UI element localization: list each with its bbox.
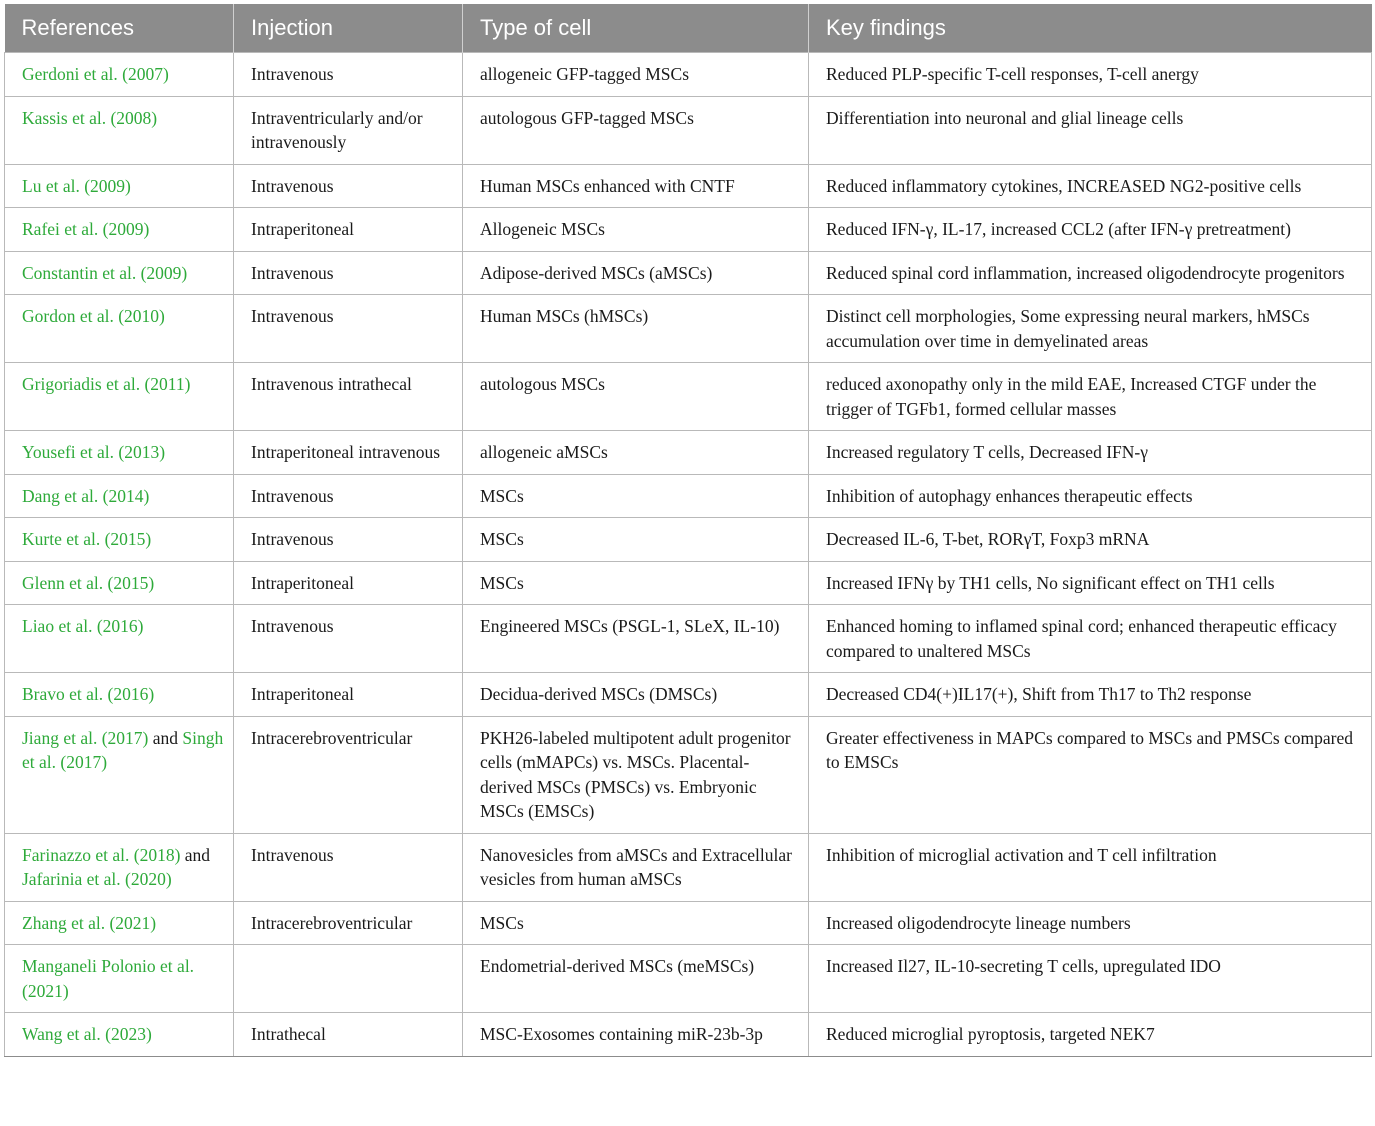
cell-reference [5, 208, 234, 252]
header-row [5, 4, 1372, 53]
cell-injection: Intravenous [234, 251, 463, 295]
cell-reference [5, 295, 234, 363]
cell-type-of-cell: Nanovesicles from aMSCs and Extracellular vesicles from human aMSCs [463, 833, 809, 901]
table-container [4, 4, 1371, 1057]
cell-injection: Intravenous intrathecal [234, 363, 463, 431]
cell-type-of-cell: Human MSCs (hMSCs) [463, 295, 809, 363]
reference-link[interactable]: Liao et al. (2016) [22, 616, 144, 636]
cell-reference [5, 96, 234, 164]
table-header [5, 4, 1372, 53]
reference-link[interactable]: Singh et al. (2017) [22, 727, 224, 772]
cell-type-of-cell: Allogeneic MSCs [463, 208, 809, 252]
cell-type-of-cell: MSCs [463, 474, 809, 518]
cell-reference [5, 518, 234, 562]
cell-injection: Intracerebroventricular [234, 716, 463, 833]
header-references: References [5, 4, 234, 53]
cell-injection: Intraperitoneal intravenous [234, 431, 463, 475]
cell-type-of-cell: MSCs [463, 561, 809, 605]
cell-reference [5, 605, 234, 673]
cell-key-findings: Decreased IL-6, T-bet, RORγT, Foxp3 mRNA [809, 518, 1372, 562]
header-type-of-cell: Type of cell [463, 4, 809, 53]
reference-connector: and [148, 727, 183, 748]
cell-injection: Intravenous [234, 53, 463, 97]
cell-injection: Intravenous [234, 605, 463, 673]
table-row [5, 164, 1372, 208]
cell-reference [5, 363, 234, 431]
cell-injection: Intracerebroventricular [234, 901, 463, 945]
cell-type-of-cell: PKH26-labeled multipotent adult progenitor cells (mMAPCs) vs. MSCs. Placental-derived MSCs (PMSCs) vs. Embryonic MSCs (EMSCs) [463, 716, 809, 833]
table-row [5, 716, 1372, 833]
table-row [5, 1013, 1372, 1057]
cell-injection: Intravenous [234, 295, 463, 363]
cell-key-findings: Reduced spinal cord inflammation, increased oligodendrocyte progenitors [809, 251, 1372, 295]
cell-reference [5, 164, 234, 208]
cell-key-findings: Greater effectiveness in MAPCs compared to MSCs and PMSCs compared to EMSCs [809, 716, 1372, 833]
cell-reference [5, 251, 234, 295]
reference-link[interactable]: Zhang et al. (2021) [22, 912, 157, 933]
cell-type-of-cell: MSCs [463, 518, 809, 562]
reference-link[interactable]: 2007 [127, 64, 163, 84]
table-row [5, 295, 1372, 363]
cell-key-findings: reduced axonopathy only in the mild EAE, Increased CTGF under the trigger of TGFb1, formed cellular masses [809, 363, 1372, 431]
reference-connector: and [180, 844, 211, 865]
table-row [5, 474, 1372, 518]
cell-injection: Intraperitoneal [234, 208, 463, 252]
cell-reference [5, 673, 234, 717]
cell-key-findings: Inhibition of microglial activation and T cell infiltration [809, 833, 1372, 901]
table-row [5, 431, 1372, 475]
reference-link[interactable]: Jafarinia et al. (2020) [22, 869, 172, 889]
cell-key-findings: Increased oligodendrocyte lineage numbers [809, 901, 1372, 945]
cell-reference [5, 1013, 234, 1057]
cell-key-findings: Increased regulatory T cells, Decreased IFN-γ [809, 431, 1372, 475]
header-key-findings: Key findings [809, 4, 1372, 53]
reference-link[interactable]: Glenn et al. (2015) [22, 572, 155, 593]
table-row [5, 53, 1372, 97]
cell-type-of-cell: autologous MSCs [463, 363, 809, 431]
reference-link[interactable]: Gordon et al. (2010) [22, 306, 165, 326]
reference-link[interactable]: Yousefi et al. (2013) [22, 442, 166, 462]
cell-injection: Intrathecal [234, 1013, 463, 1057]
cell-key-findings: Reduced IFN-γ, IL-17, increased CCL2 (after IFN-γ pretreatment) [809, 208, 1372, 252]
cell-reference [5, 53, 234, 97]
table-row [5, 945, 1372, 1013]
reference-link[interactable]: Wang et al. (2023) [22, 1024, 152, 1044]
table-row [5, 96, 1372, 164]
reference-link[interactable]: Farinazzo et al. (2018) [22, 844, 181, 865]
cell-type-of-cell: allogeneic GFP-tagged MSCs [463, 53, 809, 97]
table-body [5, 53, 1372, 1057]
cell-reference [5, 945, 234, 1013]
table-row [5, 673, 1372, 717]
cell-key-findings: Inhibition of autophagy enhances therapeutic effects [809, 474, 1372, 518]
table-row [5, 561, 1372, 605]
reference-link[interactable]: Constantin et al. (2009) [22, 262, 188, 283]
mscs-eae-table [4, 4, 1372, 1057]
reference-link[interactable]: Kassis et al. (2008) [22, 107, 158, 128]
cell-key-findings: Decreased CD4(+)IL17(+), Shift from Th17 to Th2 response [809, 673, 1372, 717]
reference-link[interactable]: Gerdoni et al. ( [22, 64, 128, 84]
reference-link[interactable]: Grigoriadis et al. (2011) [22, 374, 191, 394]
cell-key-findings: Reduced inflammatory cytokines, INCREASED NG2-positive cells [809, 164, 1372, 208]
reference-link[interactable]: Rafei et al. (2009) [22, 219, 150, 239]
cell-reference [5, 901, 234, 945]
reference-link[interactable]: Kurte et al. (2015) [22, 529, 152, 549]
table-row [5, 208, 1372, 252]
cell-type-of-cell: Engineered MSCs (PSGL-1, SLeX, IL-10) [463, 605, 809, 673]
cell-key-findings: Differentiation into neuronal and glial lineage cells [809, 96, 1372, 164]
cell-type-of-cell: Human MSCs enhanced with CNTF [463, 164, 809, 208]
cell-reference [5, 431, 234, 475]
cell-injection: Intravenous [234, 474, 463, 518]
cell-key-findings: Reduced microglial pyroptosis, targeted NEK7 [809, 1013, 1372, 1057]
cell-key-findings: Distinct cell morphologies, Some expressing neural markers, hMSCs accumulation over time in demyelinated areas [809, 295, 1372, 363]
reference-link[interactable]: Dang et al. (2014) [22, 485, 150, 506]
cell-injection: Intraperitoneal [234, 673, 463, 717]
table-row [5, 251, 1372, 295]
cell-reference [5, 833, 234, 901]
cell-key-findings: Increased IFNγ by TH1 cells, No significant effect on TH1 cells [809, 561, 1372, 605]
reference-link[interactable]: Bravo et al. (2016) [22, 684, 155, 704]
reference-link[interactable]: ) [162, 64, 169, 84]
cell-type-of-cell: Adipose-derived MSCs (aMSCs) [463, 251, 809, 295]
cell-key-findings: Increased Il27, IL-10-secreting T cells, upregulated IDO [809, 945, 1372, 1013]
cell-injection: Intravenous [234, 833, 463, 901]
cell-injection: Intravenous [234, 518, 463, 562]
table-row [5, 833, 1372, 901]
cell-injection: Intraperitoneal [234, 561, 463, 605]
header-injection: Injection [234, 4, 463, 53]
table-row [5, 363, 1372, 431]
cell-reference [5, 716, 234, 833]
cell-injection: Intravenous [234, 164, 463, 208]
cell-type-of-cell: autologous GFP-tagged MSCs [463, 96, 809, 164]
reference-link[interactable]: Manganeli Polonio et al. (2021) [22, 956, 195, 1001]
cell-injection: Intraventricularly and/or intravenously [234, 96, 463, 164]
cell-injection [234, 945, 463, 1013]
reference-link[interactable]: Lu et al. (2009) [22, 175, 131, 196]
cell-key-findings: Reduced PLP-specific T-cell responses, T-cell anergy [809, 53, 1372, 97]
table-row [5, 901, 1372, 945]
cell-type-of-cell: MSCs [463, 901, 809, 945]
cell-reference [5, 474, 234, 518]
table-row [5, 605, 1372, 673]
cell-key-findings: Enhanced homing to inflamed spinal cord; enhanced therapeutic efficacy compared to unaltered MSCs [809, 605, 1372, 673]
table-row [5, 518, 1372, 562]
cell-type-of-cell: MSC-Exosomes containing miR-23b-3p [463, 1013, 809, 1057]
cell-reference [5, 561, 234, 605]
cell-type-of-cell: Decidua-derived MSCs (DMSCs) [463, 673, 809, 717]
cell-type-of-cell: Endometrial-derived MSCs (meMSCs) [463, 945, 809, 1013]
cell-type-of-cell: allogeneic aMSCs [463, 431, 809, 475]
reference-link[interactable]: Jiang et al. (2017) [22, 727, 149, 748]
